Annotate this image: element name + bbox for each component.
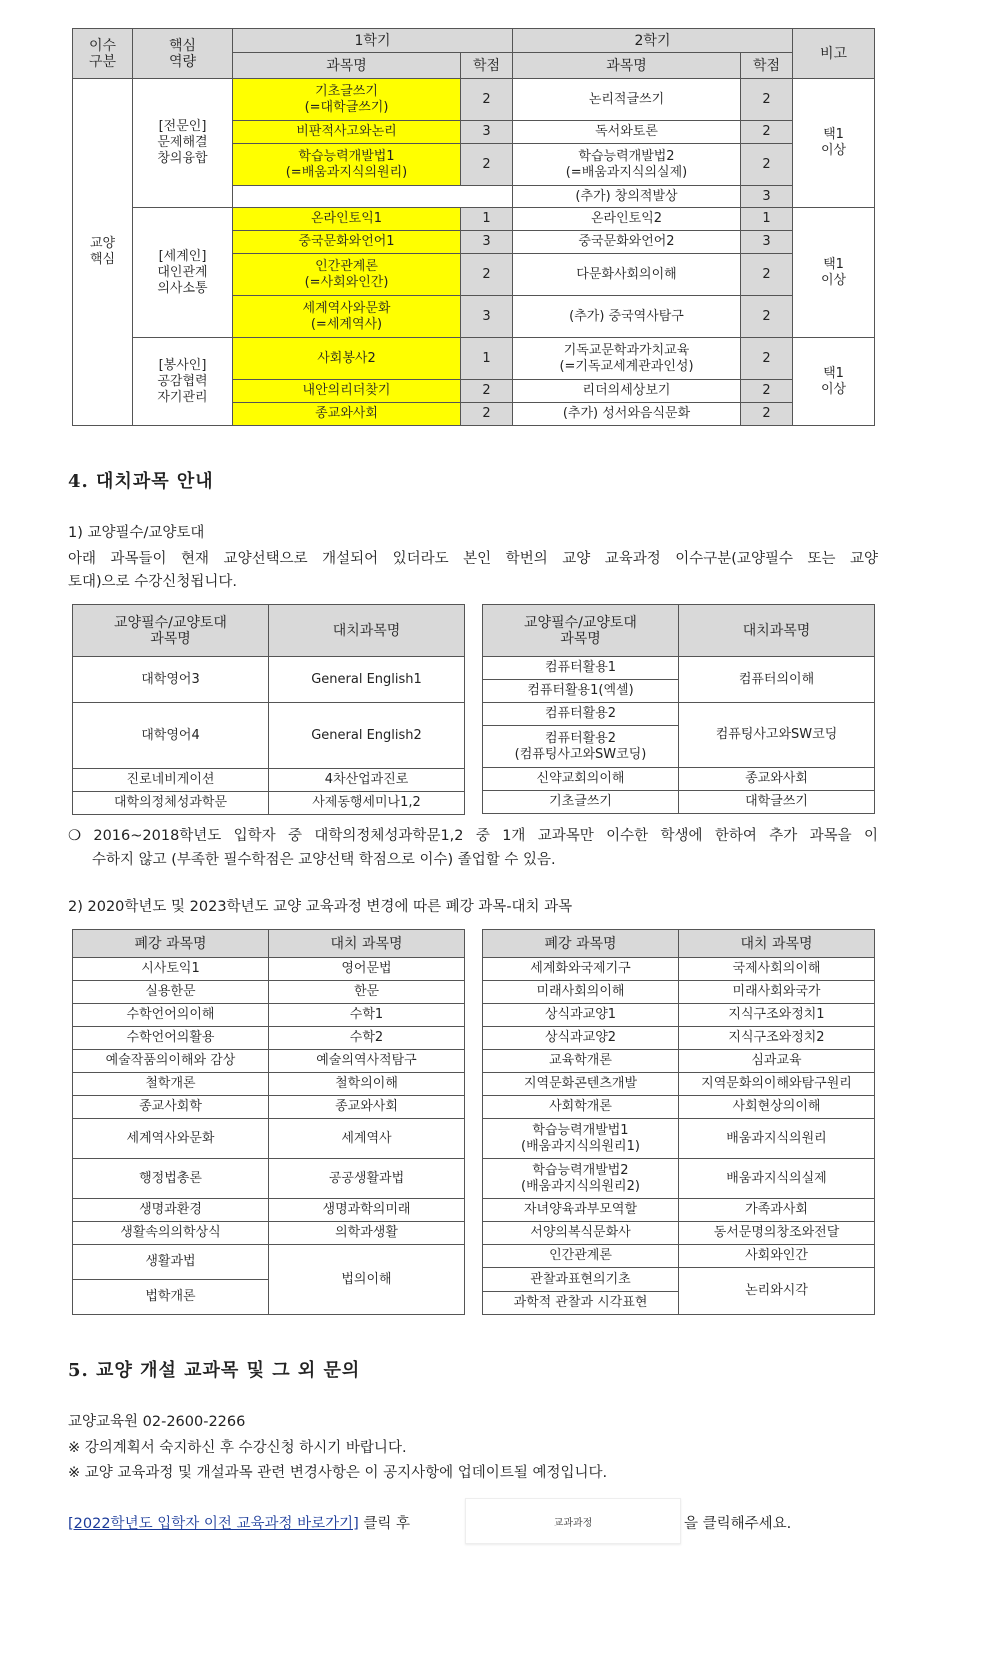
link-line: [68, 1512, 410, 1536]
description-line-1: 아래 과목들이 현재 교양선택으로 개설되어 있더라도 본인 학번의 교양 교육과정 이수구분(교양필수 또는 교양: [68, 551, 878, 567]
cell: 사회현상의이해: [679, 1096, 875, 1119]
header-required-subject: 교양필수/교양토대 과목명: [483, 605, 679, 657]
subject-cell: 비판적사고와논리: [233, 121, 461, 144]
note-cell: 택1 이상: [793, 79, 875, 208]
credit-cell: 2: [741, 144, 793, 186]
table-row: [483, 1027, 875, 1050]
header-credit: 학점: [461, 53, 513, 79]
credit-cell: 2: [461, 380, 513, 403]
credit-cell: 2: [741, 380, 793, 403]
subject-cell: 사회봉사2: [233, 338, 461, 380]
subject-cell: 학습능력개발법2 (=배움과지식의실제): [513, 144, 741, 186]
table-row: [483, 981, 875, 1004]
cell: 수학언어의활용: [73, 1027, 269, 1050]
header-note: 비고: [793, 29, 875, 79]
substitute-table-right: [482, 604, 875, 814]
table-row: [483, 1199, 875, 1222]
cell: 종교와사회: [679, 768, 875, 791]
cell: 컴퓨터활용2: [483, 703, 679, 726]
subject-cell: 기독교문학과가치교육 (=기독교세계관과인성): [513, 338, 741, 380]
table-row: [73, 208, 875, 231]
cell: 컴퓨팅사고와SW코딩: [679, 703, 875, 768]
cell: 한문: [269, 981, 465, 1004]
header-closed-course: 폐강 과목명: [73, 930, 269, 958]
header-semester-1: 1학기: [233, 29, 513, 53]
cell: 영어문법: [269, 958, 465, 981]
subject-cell: 세계역사와문화 (=세계역사): [233, 296, 461, 338]
credit-cell: 2: [461, 79, 513, 121]
subsection-2-title: 2) 2020학년도 및 2023학년도 교양 교육과정 변경에 따른 폐강 과목-대치 과목: [68, 899, 573, 915]
header-credit: 학점: [741, 53, 793, 79]
cell: 철학의이해: [269, 1073, 465, 1096]
table-row: [73, 1245, 465, 1280]
header-closed-course: 폐강 과목명: [483, 930, 679, 958]
cell: 컴퓨터활용1(엑셀): [483, 680, 679, 703]
cell: 공공생활과법: [269, 1159, 465, 1199]
credit-cell: 2: [741, 403, 793, 426]
subject-cell: 종교와사회: [233, 403, 461, 426]
capability-cell: [전문인] 문제해결 창의융합: [133, 79, 233, 208]
credit-cell: 3: [461, 296, 513, 338]
credit-cell: 2: [741, 121, 793, 144]
cell: 수학2: [269, 1027, 465, 1050]
cell: 학습능력개발법1 (배움과지식의원리1): [483, 1119, 679, 1159]
cell: 생명과학의미래: [269, 1199, 465, 1222]
cell: 사제동행세미나1,2: [269, 792, 465, 815]
credit-cell: 3: [741, 231, 793, 254]
subsection-1-title: 1) 교양필수/교양토대: [68, 525, 205, 541]
subject-cell: 온라인토익1: [233, 208, 461, 231]
cell: 시사토익1: [73, 958, 269, 981]
cell: 세계역사와문화: [73, 1119, 269, 1159]
capability-cell: [봉사인] 공감협력 자기관리: [133, 338, 233, 426]
description-line-2: 토대)으로 수강신청됩니다.: [68, 574, 237, 590]
credit-cell: 3: [461, 121, 513, 144]
cell: 대학영어3: [73, 657, 269, 703]
cell: 4차산업과진로: [269, 769, 465, 792]
bullet-note-line-1: ❍ 2016~2018학년도 입학자 중 대학의정체성과학문1,2 중 1개 교과목만 이수한 학생에 한하여 추가 과목을 이: [68, 828, 878, 844]
section-4-title: 4. 대치과목 안내: [68, 471, 214, 492]
capability-cell: [세계인] 대인관계 의사소통: [133, 208, 233, 338]
cell: 과학적 관찰과 시각표현: [483, 1292, 679, 1315]
subject-cell: 중국문화와언어1: [233, 231, 461, 254]
cell: 실용한문: [73, 981, 269, 1004]
table-row: [483, 958, 875, 981]
substitute-table-left: [72, 604, 465, 815]
table-row: [483, 1096, 875, 1119]
cell: 미래사회와국가: [679, 981, 875, 1004]
cell: 학습능력개발법2 (배움과지식의원리2): [483, 1159, 679, 1199]
link-suffix: 클릭 후: [358, 1516, 411, 1532]
cell: 지역문화콘텐츠개발: [483, 1073, 679, 1096]
instruction-tail: 을 클릭해주세요.: [684, 1516, 792, 1532]
table-row: [73, 79, 875, 121]
table-row: [73, 1222, 465, 1245]
cell: 자녀양육과부모역할: [483, 1199, 679, 1222]
credit-cell: 1: [461, 338, 513, 380]
table-row: [483, 1159, 875, 1199]
subject-cell: 다문화사회의이해: [513, 254, 741, 296]
cell: 국제사회의이해: [679, 958, 875, 981]
credit-cell: 2: [741, 338, 793, 380]
table-row: [483, 1004, 875, 1027]
notice-2: ※ 교양 교육과정 및 개설과목 관련 변경사항은 이 공지사항에 업데이트될 예정입니다.: [68, 1465, 608, 1481]
empty-cell: [233, 186, 513, 208]
cell: 종교와사회: [269, 1096, 465, 1119]
bullet-note-line-2: 수하지 않고 (부족한 필수학점은 교양선택 학점으로 이수) 졸업할 수 있음.: [92, 852, 556, 868]
cell: 배움과지식의원리: [679, 1119, 875, 1159]
subject-cell: 독서와토론: [513, 121, 741, 144]
header-subject: 과목명: [513, 53, 741, 79]
credit-cell: 2: [461, 254, 513, 296]
credit-cell: 2: [741, 79, 793, 121]
cell: 지역문화의이해와탐구원리: [679, 1073, 875, 1096]
cell: 행정법총론: [73, 1159, 269, 1199]
table-row: [73, 1073, 465, 1096]
cell: 기초글쓰기: [483, 791, 679, 814]
cell: 법학개론: [73, 1280, 269, 1315]
table-row: [73, 1096, 465, 1119]
credit-cell: 3: [741, 186, 793, 208]
curriculum-button[interactable]: [465, 1498, 681, 1544]
cell: 지식구조와정치1: [679, 1004, 875, 1027]
cell: 배움과지식의실제: [679, 1159, 875, 1199]
credit-cell: 3: [461, 231, 513, 254]
cell: 논리와시각: [679, 1268, 875, 1315]
table-row: [73, 338, 875, 380]
table-row: [483, 1245, 875, 1268]
subject-cell: 기초글쓰기 (=대학글쓰기): [233, 79, 461, 121]
header-type: 이수 구분: [73, 29, 133, 79]
cell: 심과교육: [679, 1050, 875, 1073]
cell: General English2: [269, 703, 465, 769]
cell: 서양의복식문화사: [483, 1222, 679, 1245]
cell: 사회학개론: [483, 1096, 679, 1119]
table-row: [73, 792, 465, 815]
cell: 철학개론: [73, 1073, 269, 1096]
table-row: [73, 1004, 465, 1027]
cell: 상식과교양2: [483, 1027, 679, 1050]
cell: 의학과생활: [269, 1222, 465, 1245]
header-subject: 과목명: [233, 53, 461, 79]
credit-cell: 2: [741, 254, 793, 296]
cell: 법의이해: [269, 1245, 465, 1315]
cell: 신약교회의이해: [483, 768, 679, 791]
table-row: [483, 1050, 875, 1073]
cell: 사회와인간: [679, 1245, 875, 1268]
subject-cell: (추가) 성서와음식문화: [513, 403, 741, 426]
credit-cell: 1: [741, 208, 793, 231]
cell: 관찰과표현의기초: [483, 1268, 679, 1292]
cell: 세계화와국제기구: [483, 958, 679, 981]
cell: 예술의역사적탐구: [269, 1050, 465, 1073]
subject-cell: 온라인토익2: [513, 208, 741, 231]
cell: 컴퓨터의이해: [679, 657, 875, 703]
table-row: [483, 1073, 875, 1096]
table-row: [483, 1119, 875, 1159]
cell: 컴퓨터활용1: [483, 657, 679, 680]
subject-cell: 리더의세상보기: [513, 380, 741, 403]
curriculum-link[interactable]: [2022학년도 입학자 이전 교육과정 바로가기]: [68, 1516, 359, 1532]
table-row: [73, 981, 465, 1004]
cell: 대학영어4: [73, 703, 269, 769]
cell: 진로네비게이션: [73, 769, 269, 792]
header-required-subject: 교양필수/교양토대 과목명: [73, 605, 269, 657]
header-capability: 핵심 역량: [133, 29, 233, 79]
credit-cell: 2: [461, 403, 513, 426]
subject-cell: 학습능력개발법1 (=배움과지식의원리): [233, 144, 461, 186]
section-5-title: 5. 교양 개설 교과목 및 그 외 문의: [68, 1360, 361, 1381]
table-row: [73, 1050, 465, 1073]
subject-cell: 내안의리더찾기: [233, 380, 461, 403]
cell: 생명과환경: [73, 1199, 269, 1222]
subject-cell: (추가) 중국역사탐구: [513, 296, 741, 338]
cell: 예술작품의이해와 감상: [73, 1050, 269, 1073]
credit-cell: 2: [461, 144, 513, 186]
table-row: [73, 1159, 465, 1199]
cell: 생활과법: [73, 1245, 269, 1280]
table-row: [73, 769, 465, 792]
note-cell: 택1 이상: [793, 338, 875, 426]
closed-course-table-left: [72, 929, 465, 1315]
table-row: [73, 657, 465, 703]
cell: 상식과교양1: [483, 1004, 679, 1027]
cell: 가족과사회: [679, 1199, 875, 1222]
cell: 인간관계론: [483, 1245, 679, 1268]
curriculum-table: [72, 28, 875, 426]
table-row: [483, 1222, 875, 1245]
table-row: [73, 1027, 465, 1050]
header-substitute: 대치과목명: [269, 605, 465, 657]
cell: 미래사회의이해: [483, 981, 679, 1004]
type-cell: 교양 핵심: [73, 79, 133, 426]
table-row: [73, 958, 465, 981]
subject-cell: (추가) 창의적발상: [513, 186, 741, 208]
note-cell: 택1 이상: [793, 208, 875, 338]
cell: 수학언어의이해: [73, 1004, 269, 1027]
table-row: [73, 1199, 465, 1222]
cell: 세계역사: [269, 1119, 465, 1159]
header-substitute: 대치과목명: [679, 605, 875, 657]
cell: 대학글쓰기: [679, 791, 875, 814]
table-row: [73, 703, 465, 769]
cell: 대학의정체성과학문: [73, 792, 269, 815]
subject-cell: 인간관계론 (=사회와인간): [233, 254, 461, 296]
closed-course-table-right: [482, 929, 875, 1315]
header-substitute-course: 대치 과목명: [269, 930, 465, 958]
subject-cell: 중국문화와언어2: [513, 231, 741, 254]
contact-info: 교양교육원 02-2600-2266: [68, 1414, 246, 1430]
cell: 컴퓨터활용2 (컴퓨팅사고와SW코딩): [483, 726, 679, 768]
cell: General English1: [269, 657, 465, 703]
header-substitute-course: 대치 과목명: [679, 930, 875, 958]
cell: 지식구조와정치2: [679, 1027, 875, 1050]
curriculum-button-label: 교과과정: [553, 1517, 593, 1529]
credit-cell: 1: [461, 208, 513, 231]
header-semester-2: 2학기: [513, 29, 793, 53]
subject-cell: 논리적글쓰기: [513, 79, 741, 121]
cell: 종교사회학: [73, 1096, 269, 1119]
table-row: [73, 1119, 465, 1159]
cell: 생활속의의학상식: [73, 1222, 269, 1245]
cell: 수학1: [269, 1004, 465, 1027]
notice-1: ※ 강의계획서 숙지하신 후 수강신청 하시기 바랍니다.: [68, 1440, 407, 1456]
credit-cell: 2: [741, 296, 793, 338]
cell: 동서문명의창조와전달: [679, 1222, 875, 1245]
table-row: [483, 1268, 875, 1292]
cell: 교육학개론: [483, 1050, 679, 1073]
